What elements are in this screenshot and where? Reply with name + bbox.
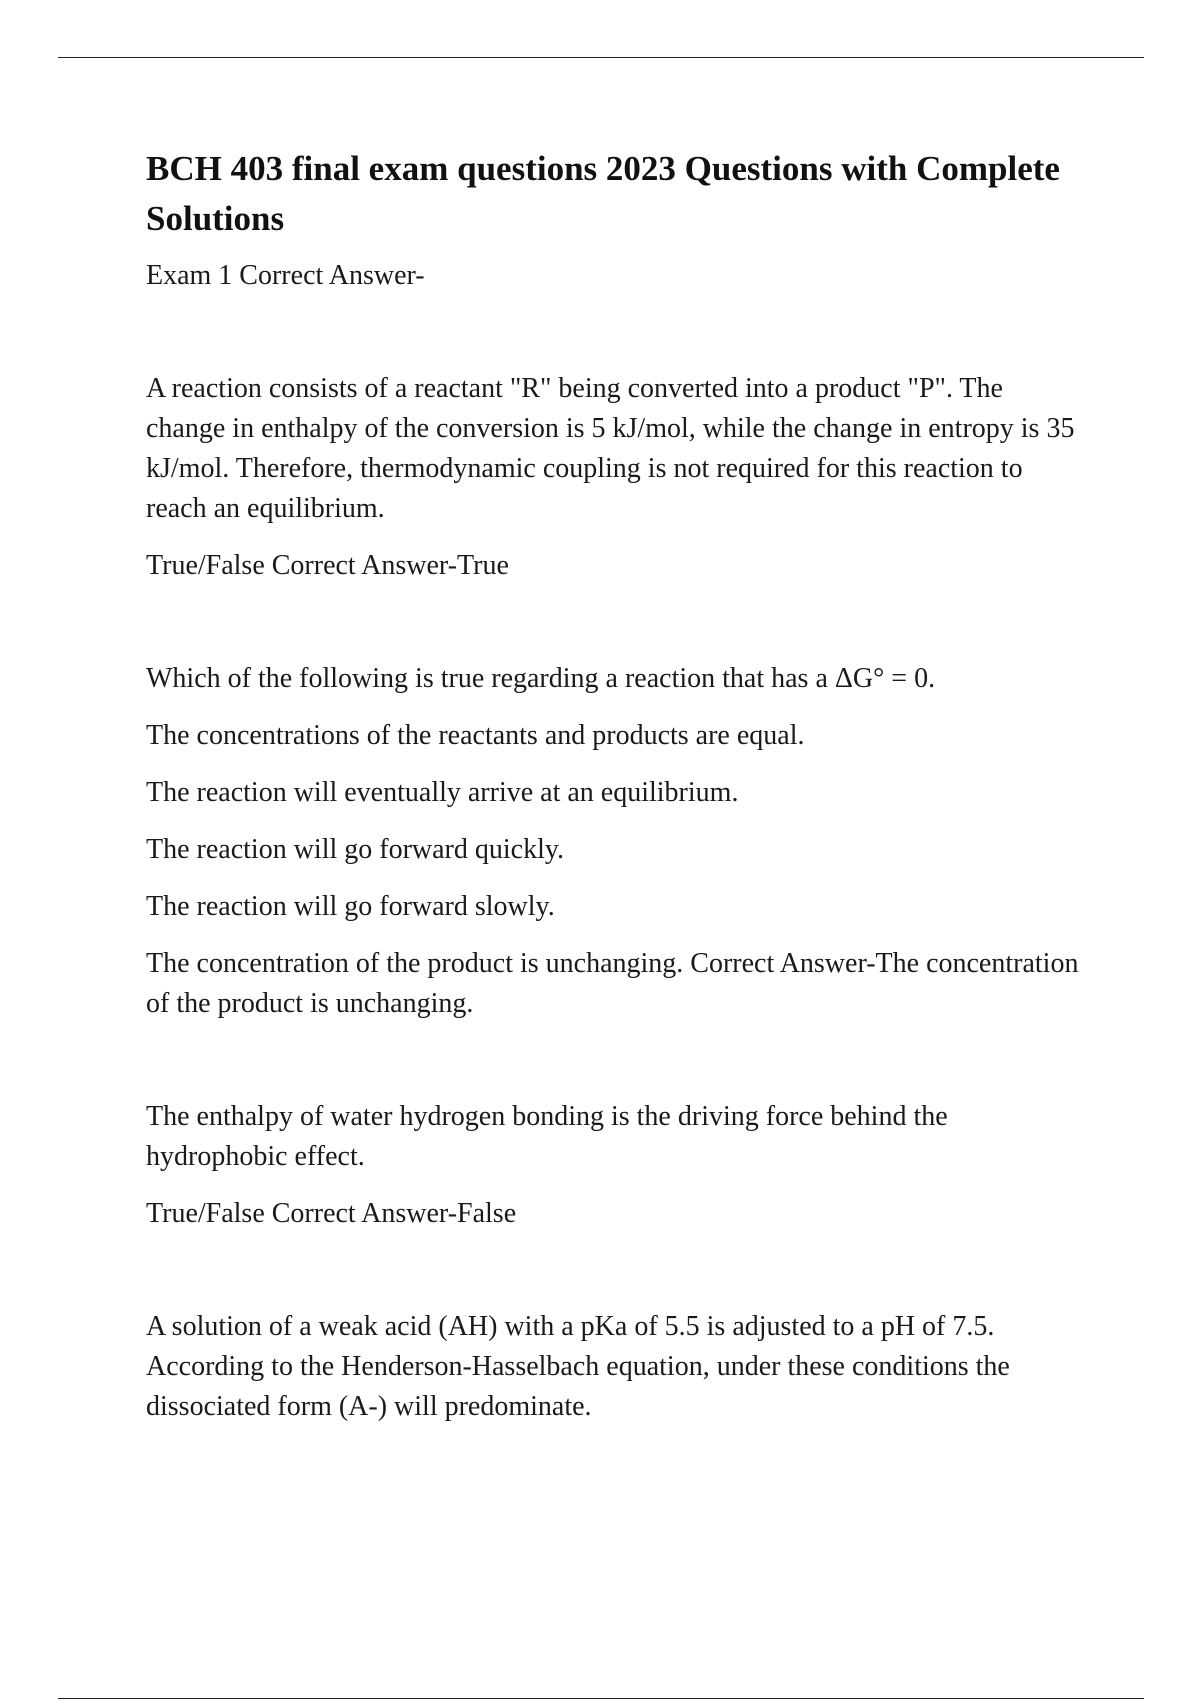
question-text: A solution of a weak acid (AH) with a pKa of 5.5 is adjusted to a pH of 7.5. According to the Henderson-Hasselbach equation, under these conditions the dissociated form (A-) will predominate. <box>146 1311 1010 1422</box>
question-2 <box>146 659 1086 1024</box>
question-text: A reaction consists of a reactant "R" being converted into a product "P". The change in enthalpy of the conversion is 5 kJ/mol, while the change in entropy is 35 kJ/mol. Therefore, thermodynamic coupling is not required for this reaction to reach an equilibrium. <box>146 373 1075 524</box>
question-4 <box>146 1307 1086 1427</box>
exam-intro: Exam 1 Correct Answer- <box>146 260 425 291</box>
question-option: The reaction will go forward slowly. <box>146 891 555 922</box>
question-1 <box>146 369 1086 586</box>
document-title: BCH 403 final exam questions 2023 Questions with Complete Solutions <box>146 149 1060 238</box>
footer-rule <box>58 1698 1144 1699</box>
question-option-with-answer: The concentration of the product is unchanging. Correct Answer-The concentration of the product is unchanging. <box>146 948 1079 1019</box>
document-body <box>146 144 1086 1427</box>
question-option: The reaction will go forward quickly. <box>146 834 565 865</box>
header-rule <box>58 57 1144 58</box>
question-option: The concentrations of the reactants and products are equal. <box>146 720 805 751</box>
question-option: The reaction will eventually arrive at an equilibrium. <box>146 777 739 808</box>
question-answer: True/False Correct Answer-True <box>146 550 509 581</box>
question-3 <box>146 1097 1086 1234</box>
question-answer: True/False Correct Answer-False <box>146 1198 517 1229</box>
question-text: The enthalpy of water hydrogen bonding is the driving force behind the hydrophobic effect. <box>146 1101 948 1172</box>
question-text: Which of the following is true regarding a reaction that has a ΔG° = 0. <box>146 663 936 694</box>
